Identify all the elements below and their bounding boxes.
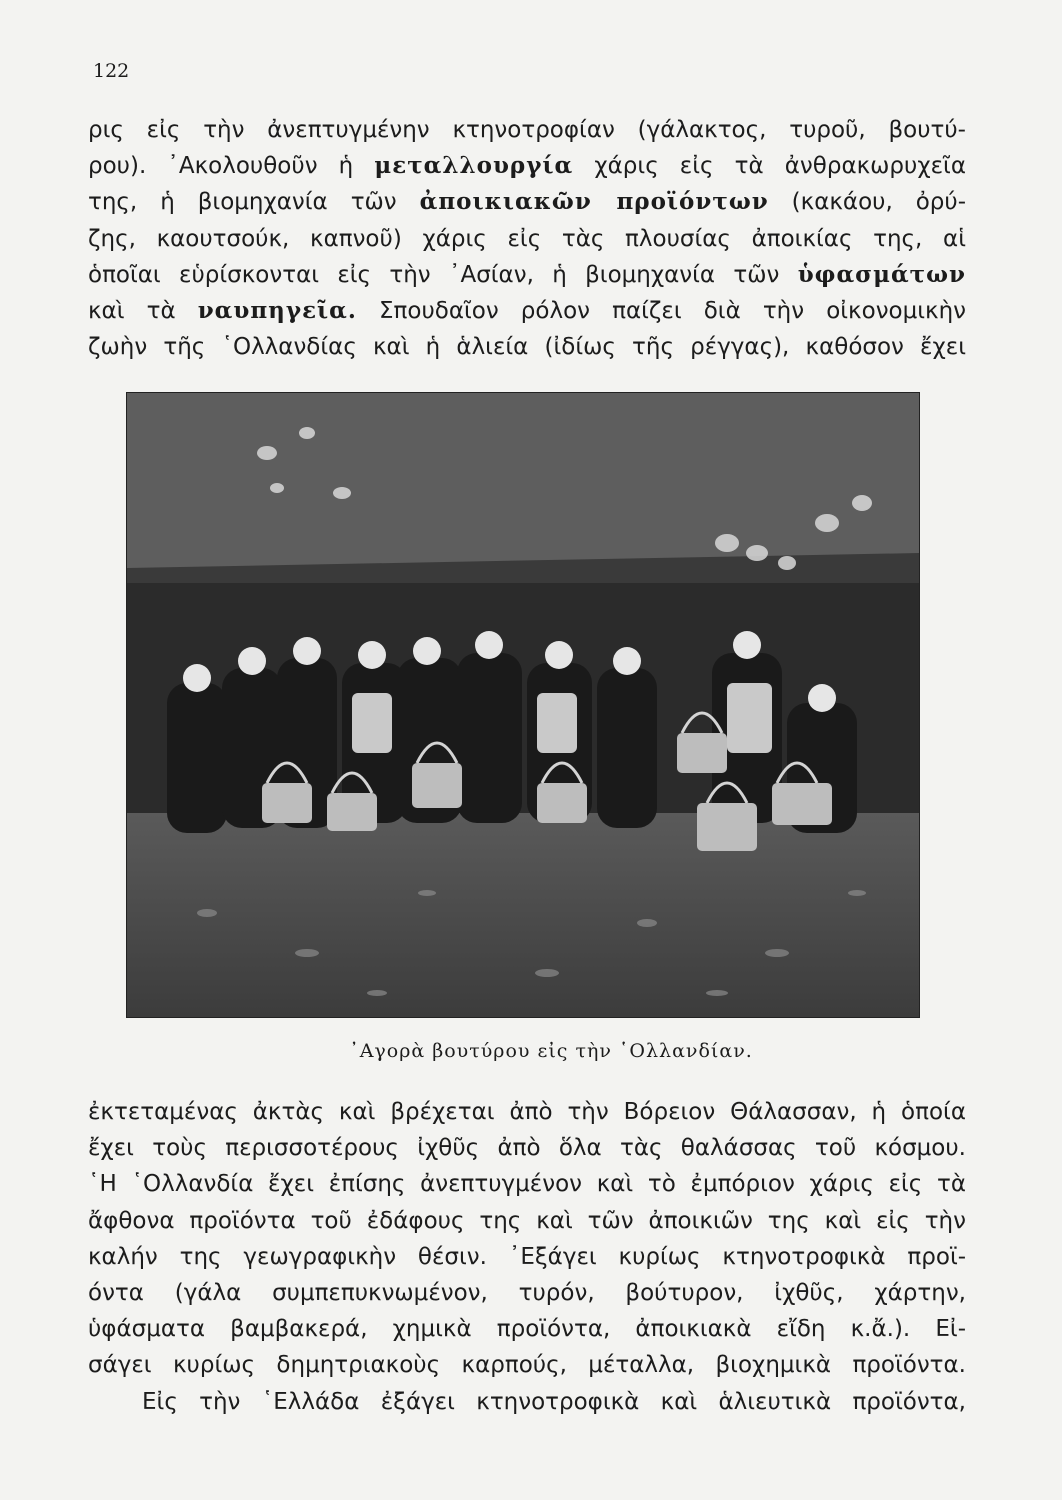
bottom-paragraph [88,1094,966,1420]
bold-term: ὑφασμάτων [797,260,966,288]
text-segment: καὶ τὰ [88,297,176,324]
text-line [88,257,966,293]
top-paragraph [88,112,966,365]
text-line: ἔχει τοὺς περισσοτέρους ἰχθῦς ἀπὸ ὅλα τὰς θαλάσσας τοῦ κόσμου. [88,1135,966,1162]
text-line: ὑφάσματα βαμβακερά, χημικὰ προϊόντα, ἀποικιακὰ εἴδη κ.ἄ.). Εἰ- [88,1316,966,1343]
text-line: Εἰς τὴν ῾Ελλάδα ἐξάγει κτηνοτροφικὰ καὶ ἁλιευτικὰ προϊόντα, [142,1388,966,1415]
text-line: ζωὴν τῆς ῾Ολλανδίας καὶ ἡ ἁλιεία (ἰδίως τῆς ρέγγας), καθόσον ἔχει [88,334,966,361]
text-line: όντα (γάλα συμπεπυκνωμένον, τυρόν, βούτυρον, ἰχθῦς, χάρτην, [88,1279,966,1306]
text-segment: της, ἡ βιομηχανία τῶν [88,189,397,216]
text-line [88,148,966,184]
text-line: ἄφθονα προϊόντα τοῦ ἐδάφους της καὶ τῶν ἀποικιῶν της καὶ εἰς τὴν [88,1207,966,1234]
bold-term: ἀποικιακῶν προϊόντων [419,188,769,216]
text-segment: (κακάου, ὀρύ- [791,189,966,216]
text-line: ρις εἰς τὴν ἀνεπτυγμένην κτηνοτροφίαν (γάλακτος, τυροῦ, βουτύ- [88,117,966,143]
text-line: ζης, καουτσούκ, καπνοῦ) χάρις εἰς τὰς πλουσίας ἀποικίας της, αἱ [88,225,966,252]
text-line: σάγει κυρίως δημητριακοὺς καρπούς, μέταλλα, βιοχημικὰ προϊόντα. [88,1352,966,1379]
text-line: καλήν της γεωγραφικὴν θέσιν. ᾿Εξάγει κυρίως κτηνοτροφικὰ προϊ- [88,1243,966,1270]
bold-term: μεταλλουργία [374,152,574,180]
bold-term: ναυπηγεῖα. [197,296,357,324]
text-segment: Σπουδαῖον ρόλον παίζει διὰ τὴν οἰκονομικὴν [379,297,966,324]
text-segment: ὁποῖαι εὑρίσκονται εἰς τὴν ᾿Ασίαν, ἡ βιομηχανία τῶν [88,261,780,288]
text-line [88,293,966,329]
text-segment: ρου). ᾿Ακολουθοῦν ἡ [88,153,354,180]
page-number: 122 [93,60,130,82]
text-line: ἐκτεταμένας ἀκτὰς καὶ βρέχεται ἀπὸ τὴν Βόρειον Θάλασσαν, ἡ ὁποία [88,1099,966,1125]
text-line [88,184,966,220]
figure-caption: ᾿Αγορὰ βουτύρου εἰς τὴν ῾Ολλανδίαν. [349,1040,753,1062]
text-segment: χάρις εἰς τὰ ἀνθρακωρυχεῖα [594,153,966,180]
photo-illustration [127,393,919,1017]
market-photo [126,392,920,1018]
text-line: ῾Η ῾Ολλανδία ἔχει ἐπίσης ἀνεπτυγμένον καὶ τὸ ἐμπόριον χάρις εἰς τὰ [88,1171,966,1198]
